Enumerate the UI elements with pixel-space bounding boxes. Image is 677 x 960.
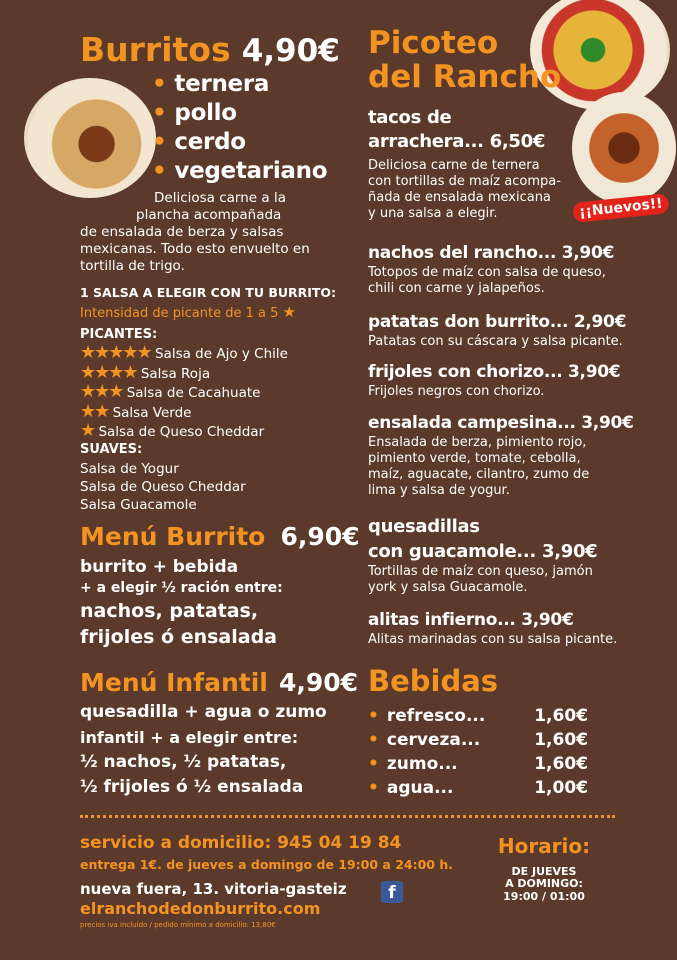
fine-print: precios iva incluido / pedido mínimo a domicilio: 13,80€: [80, 921, 276, 929]
delivery-phone: servicio a domicilio: 945 04 19 84: [80, 833, 402, 853]
menu-burrito-heading: [80, 522, 360, 551]
spice-note: Intensidad de picante de 1 a 5 ★: [80, 303, 296, 321]
picoteo-item-patatas: patatas don burrito... 2,90€ Patatas con su cáscara y salsa picante.: [368, 312, 627, 349]
filling-item: • vegetariano: [152, 158, 328, 184]
burrito-photo: [24, 78, 156, 198]
bebida-row: • agua... 1,00€: [368, 778, 588, 798]
website-link[interactable]: elranchodedonburrito.com: [80, 899, 321, 918]
picoteo-item-ensalada: ensalada campesina... 3,90€ Ensalada de berza, pimiento rojo, pimiento verde, tomate, cebolla, maíz, aguacate, cilantro, zumo de lima y salsa de yogur.: [368, 413, 634, 498]
star-rating-icon: ★★: [80, 400, 109, 422]
burritos-title: Burritos: [80, 30, 231, 69]
menu-burrito-title: Menú Burrito: [80, 522, 266, 551]
new-badge-text: ¡¡Nuevos!!: [578, 195, 664, 221]
picoteo-item-nachos: nachos del rancho... 3,90€ Totopos de maíz con salsa de queso, chili con carne y jalapeños.: [368, 243, 615, 296]
picantes-list: [80, 344, 288, 442]
burritos-price: 4,90€: [241, 33, 340, 69]
star-rating-icon: ★★★★★: [80, 342, 151, 363]
suaves-label: SUAVES:: [80, 442, 143, 457]
address: nueva fuera, 13. vitoria-gasteiz: [80, 880, 347, 898]
burritos-fillings: [152, 70, 327, 186]
salsa-header: 1 SALSA A ELEGIR CON TU BURRITO:: [80, 285, 337, 300]
salsa-row: ★★★★★ Salsa de Ajo y Chile: [80, 342, 288, 363]
horario-block: Horario: DE JUEVES A DOMINGO: 19:00 / 01:00: [488, 834, 600, 903]
picoteo-title: Picoteo del Rancho: [368, 25, 562, 95]
bebida-row: • cerveza... 1,60€: [368, 730, 588, 750]
menu-infantil-title: Menú Infantil: [80, 668, 268, 697]
star-rating-icon: ★★★: [80, 381, 123, 402]
salsa-row: ★ Salsa de Queso Cheddar: [80, 420, 265, 441]
filling-item: • cerdo: [152, 129, 246, 155]
footer-divider: [80, 815, 615, 818]
star-rating-icon: ★: [80, 420, 95, 441]
menu-burrito-price: 6,90€: [280, 522, 360, 551]
picoteo-item-alitas: alitas infierno... 3,90€ Alitas marinadas con su salsa picante.: [368, 610, 618, 647]
tacos-photo: [572, 92, 676, 204]
salsa-row: ★★★★ Salsa Roja: [80, 361, 211, 383]
picantes-label: PICANTES:: [80, 327, 158, 342]
bebida-row: • refresco... 1,60€: [368, 706, 588, 726]
menu-infantil-heading: [80, 668, 358, 697]
salsa-row: Salsa de Queso Cheddar: [80, 479, 246, 495]
star-icon: ★: [282, 303, 296, 321]
bebidas-title: Bebidas: [368, 664, 499, 698]
salsa-row: Salsa de Yogur: [80, 461, 179, 477]
picoteo-item-tacos: tacos de arrachera... 6,50€ Deliciosa carne de ternera con tortillas de maíz acompa- ñada de ensalada mexicana y una salsa a elegir.: [368, 107, 561, 221]
salsa-row: ★★ Salsa Verde: [80, 400, 192, 422]
bebidas-list: [368, 704, 588, 800]
menu-infantil-price: 4,90€: [278, 668, 359, 697]
star-rating-icon: ★★★★: [80, 361, 137, 383]
burritos-description: Deliciosa carne a la plancha acompañada de ensalada de berza y salsas mexicanas. Todo esto envuelto en tortilla de trigo.: [80, 190, 310, 274]
delivery-note: entrega 1€. de jueves a domingo de 19:00 a 24:00 h.: [80, 857, 453, 872]
burritos-heading: [80, 30, 340, 69]
salsa-row: ★★★ Salsa de Cacahuate: [80, 381, 261, 402]
suaves-list: [80, 460, 246, 514]
picoteo-item-frijoles: frijoles con chorizo... 3,90€ Frijoles negros con chorizo.: [368, 362, 621, 399]
filling-item: • ternera: [152, 71, 270, 97]
salsa-row: Salsa Guacamole: [80, 497, 197, 513]
menu-infantil-details: quesadilla + agua o zumo infantil + a elegir entre: ½ nachos, ½ patatas, ½ frijoles ó ½ ensalada: [80, 702, 327, 797]
menu-burrito-details: burrito + bebida + a elegir ½ ración entre: nachos, patatas, frijoles ó ensalada: [80, 557, 283, 648]
horario-title: Horario:: [497, 834, 591, 858]
picoteo-item-quesadillas: quesadillas con guacamole... 3,90€ Tortillas de maíz con queso, jamón york y salsa Guacamole.: [368, 516, 598, 595]
new-badge: [572, 193, 669, 223]
bebida-row: • zumo... 1,60€: [368, 754, 588, 774]
facebook-icon[interactable]: f: [381, 881, 403, 903]
filling-item: • pollo: [152, 100, 237, 126]
